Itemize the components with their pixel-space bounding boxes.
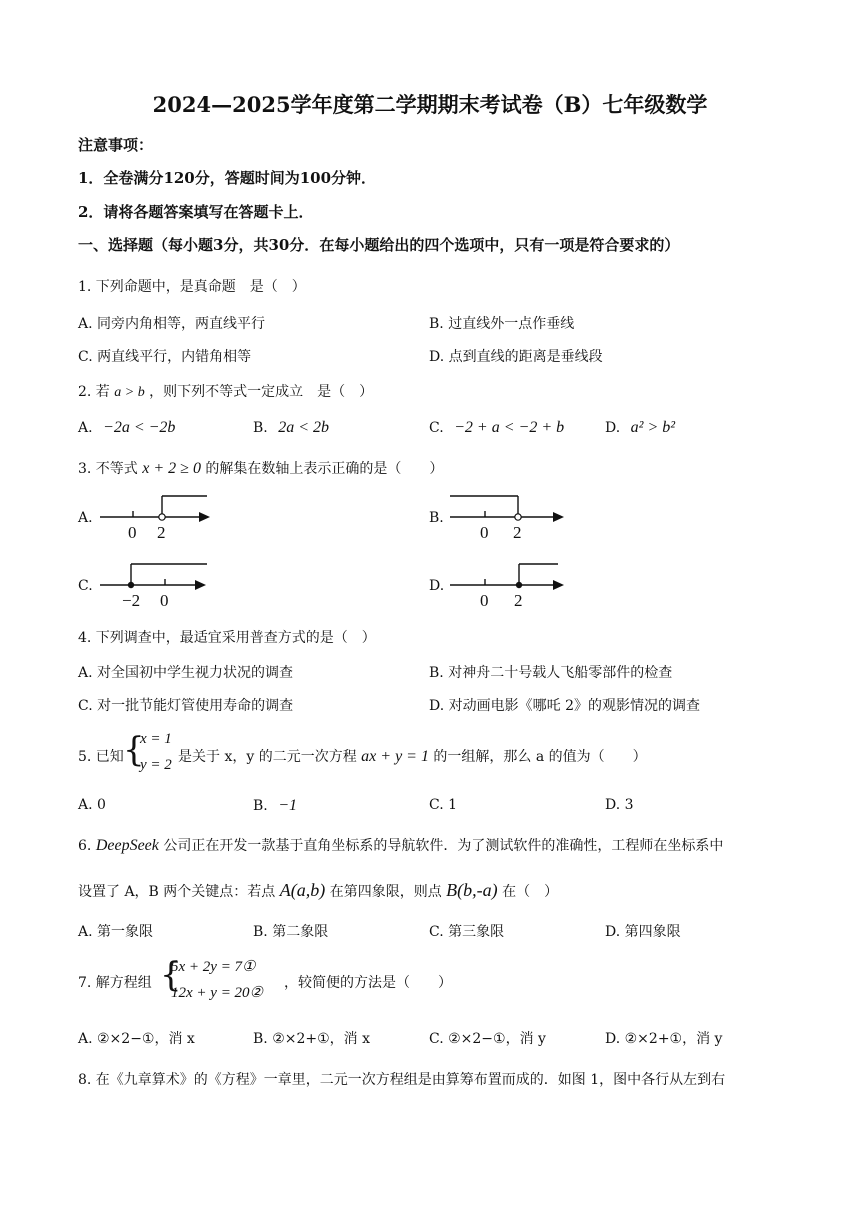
q7-stem-post: ，较简便的方法是（ ） xyxy=(284,975,452,991)
q5-stem-mid: 是关于 x，y 的二元一次方程 xyxy=(178,749,357,765)
q3-d-tick-0: 0 xyxy=(480,591,489,610)
q7-eq1: 5x + 2y = 7① xyxy=(171,959,256,975)
q1-option-d: D. 点到直线的距离是垂线段 xyxy=(429,349,603,365)
q7-option-b: B. ②×2+①，消 x xyxy=(253,1031,371,1047)
q5-option-b-label: B. xyxy=(253,798,268,814)
q6-line-1 xyxy=(78,835,723,855)
q3-option-d-label: D. xyxy=(429,578,445,594)
q3-stem-post: 的解集在数轴上表示正确的是（ ） xyxy=(205,461,444,477)
q3-option-c-label: C. xyxy=(78,578,93,594)
q5-stem-pre: 5. 已知 xyxy=(78,749,124,765)
q6-line-1-text: 公司正在开发一款基于直角坐标系的导航软件．为了测试软件的准确性，工程师在坐标系中 xyxy=(163,838,724,854)
q2-stem-math: a > b xyxy=(114,385,145,400)
q2-option-a-math: −2a < −2b xyxy=(103,419,176,436)
q2-option-b-math: 2a < 2b xyxy=(278,419,329,436)
q7-option-a: A. ②×2−①，消 x xyxy=(78,1031,195,1047)
q6-point-b: B(b,-a) xyxy=(446,880,498,900)
q6-option-b: B. 第二象限 xyxy=(253,924,329,940)
q2-option-c-math: −2 + a < −2 + b xyxy=(454,419,565,436)
q3-option-c-numberline xyxy=(95,558,220,610)
q6-line-2-pre: 设置了 A，B 两个关键点：若点 xyxy=(78,884,276,900)
q4-option-d: D. 对动画电影《哪吒 2》的观影情况的调查 xyxy=(429,698,700,714)
q5-option-c: C. 1 xyxy=(429,797,458,813)
q2-option-d-label: D. xyxy=(605,420,621,436)
q2-option-b-label: B. xyxy=(253,420,268,436)
q6-brand: DeepSeek xyxy=(95,837,159,854)
q5-option-d: D. 3 xyxy=(605,797,634,813)
q1-option-a: A. 同旁内角相等，两直线平行 xyxy=(78,316,266,332)
q3-option-b-numberline xyxy=(445,490,575,542)
q6-number: 6. xyxy=(78,838,92,854)
notice-item-2: 2．请将各题答案填写在答题卡上． xyxy=(78,203,314,221)
q5-option-b xyxy=(253,797,297,815)
q3-a-tick-0: 0 xyxy=(128,523,137,542)
q6-option-a: A. 第一象限 xyxy=(78,924,154,940)
q2-stem-post: ，则下列不等式一定成立 是（ ） xyxy=(149,384,374,400)
q4-stem: 4. 下列调查中，最适宜采用普查方式的是（ ） xyxy=(78,630,376,646)
q4-option-b: B. 对神舟二十号载人飞船零部件的检查 xyxy=(429,665,673,681)
q3-option-b-label: B. xyxy=(429,510,444,526)
q6-line-2-mid: 在第四象限，则点 xyxy=(329,884,442,900)
q6-option-c: C. 第三象限 xyxy=(429,924,505,940)
q1-option-b: B. 过直线外一点作垂线 xyxy=(429,316,575,332)
q2-option-a-label: A. xyxy=(78,420,93,436)
q4-option-c: C. 对一批节能灯管使用寿命的调查 xyxy=(78,698,294,714)
q2-option-b xyxy=(253,419,329,437)
notice-heading: 注意事项： xyxy=(78,136,154,154)
q6-option-d: D. 第四象限 xyxy=(605,924,681,940)
q5-stem-rest xyxy=(178,746,647,766)
q3-option-a-numberline xyxy=(95,490,220,542)
q5-option-a: A. 0 xyxy=(78,797,106,813)
q7-option-c: C. ②×2−①，消 y xyxy=(429,1031,546,1047)
q5-system-brace: { xyxy=(123,730,145,770)
q5-option-b-math: −1 xyxy=(278,797,297,814)
q5-eq1: x = 1 xyxy=(140,731,172,747)
q6-point-a: A(a,b) xyxy=(279,880,326,900)
q7-stem-pre: 7. 解方程组 xyxy=(78,975,152,991)
q3-d-tick-2: 2 xyxy=(514,591,523,610)
q6-line-2-post: 在（ ） xyxy=(502,884,559,900)
q3-b-tick-0: 0 xyxy=(480,523,489,542)
notice-item-1: 1．全卷满分120分，答题时间为100分钟． xyxy=(78,169,377,187)
q2-option-c xyxy=(429,419,564,437)
q4-option-a: A. 对全国初中学生视力状况的调查 xyxy=(78,665,294,681)
q3-a-tick-2: 2 xyxy=(157,523,166,542)
q2-option-d-math: a² > b² xyxy=(630,419,676,436)
q2-option-d xyxy=(605,419,675,437)
q3-option-d-numberline xyxy=(445,558,575,610)
q1-option-c: C. 两直线平行，内错角相等 xyxy=(78,349,252,365)
q5-stem-math: ax + y = 1 xyxy=(361,748,429,765)
q3-b-tick-2: 2 xyxy=(513,523,522,542)
q5-eq2: y = 2 xyxy=(140,757,172,773)
q3-stem-math: x + 2 ≥ 0 xyxy=(142,460,201,477)
q1-stem: 1. 下列命题中，是真命题 是（ ） xyxy=(78,279,306,295)
page-title: 2024—2025学年度第二学期期末考试卷（B）七年级数学 xyxy=(152,92,708,117)
q2-stem-pre: 2. 若 xyxy=(78,384,110,400)
q3-stem xyxy=(78,458,443,478)
q7-eq2: 12x + y = 20② xyxy=(171,985,264,1001)
section-heading: 一、选择题（每小题3分，共30分．在每小题给出的四个选项中，只有一项是符合要求的） xyxy=(78,236,680,254)
q6-line-2 xyxy=(78,880,558,901)
q3-stem-pre: 3. 不等式 xyxy=(78,461,138,477)
q8-stem: 8. 在《九章算术》的《方程》一章里，二元一次方程组是由算筹布置而成的．如图 1，图中各行从左到右 xyxy=(78,1072,726,1088)
q3-c-tick-0: 0 xyxy=(160,591,169,610)
q3-c-tick-neg2: −2 xyxy=(122,591,141,610)
q5-stem-post: 的一组解，那么 a 的值为（ ） xyxy=(433,749,647,765)
q2-option-c-label: C. xyxy=(429,420,444,436)
q2-stem xyxy=(78,381,373,401)
q3-option-a-label: A. xyxy=(78,510,93,526)
q7-system-brace: { xyxy=(160,955,182,995)
q7-option-d: D. ②×2+①，消 y xyxy=(605,1031,723,1047)
q2-option-a xyxy=(78,419,175,437)
